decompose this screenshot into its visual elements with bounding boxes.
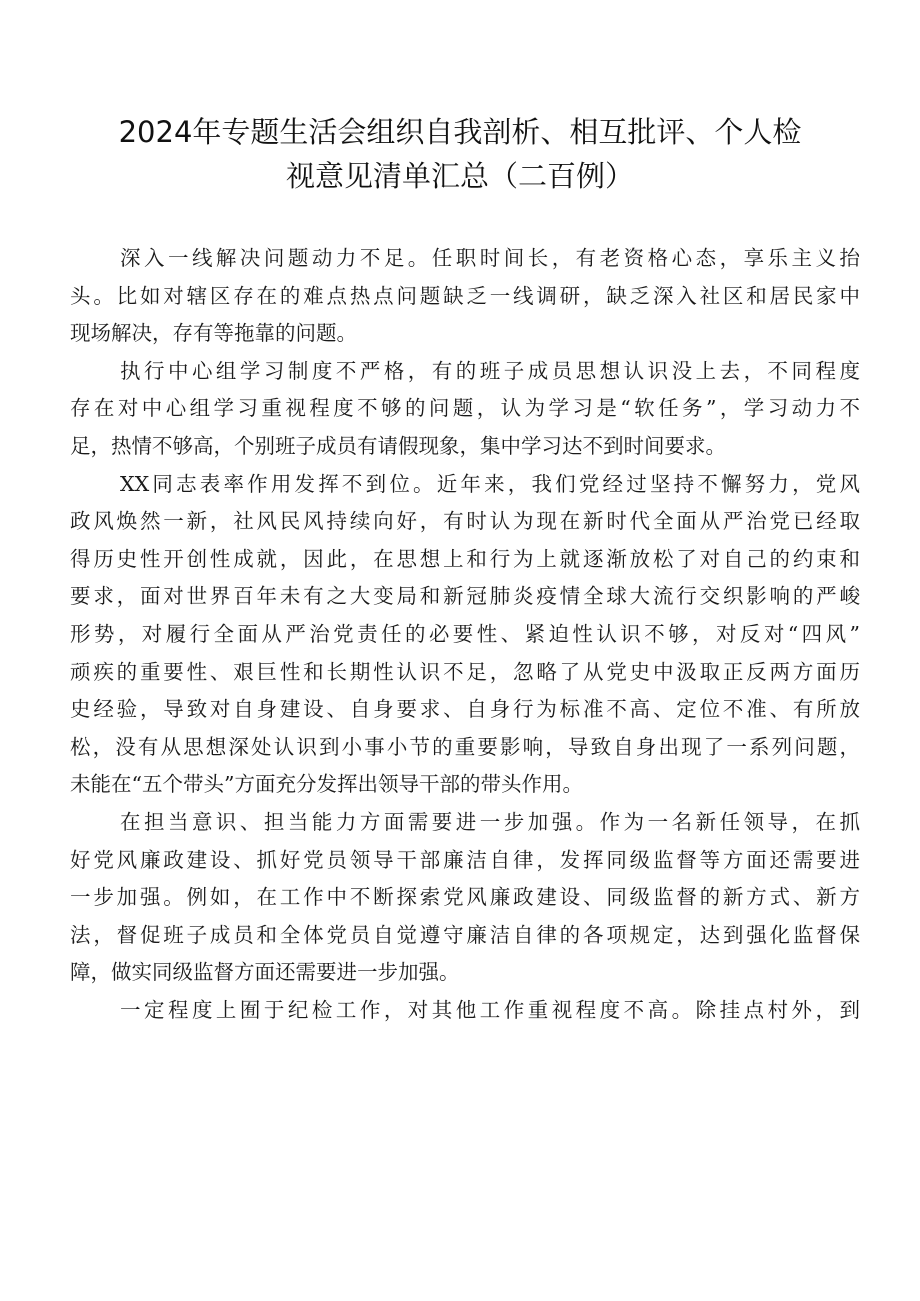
text-line: 深入一线解决问题动力不足。任职时间长，有老资格心态，享乐主义抬 bbox=[120, 246, 860, 270]
text-line: 执行中心组学习制度不严格，有的班子成员思想认识没上去，不同程度 bbox=[120, 358, 860, 383]
text-line: 政风焕然一新，社风民风持续向好，有时认为现在新时代全面从严治党已经取 bbox=[70, 509, 860, 534]
document-title bbox=[60, 110, 860, 198]
paragraph-3 bbox=[70, 466, 860, 804]
text-line: 法，督促班子成员和全体党员自觉遵守廉洁自律的各项规定，达到强化监督保 bbox=[70, 922, 860, 947]
text-line: 顽疾的重要性、艰巨性和长期性认识不足，忽略了从党史中汲取正反两方面历 bbox=[70, 659, 860, 684]
paragraph-1 bbox=[70, 240, 860, 353]
title-line-1: 2024年专题生活会组织自我剖析、相互批评、个人检 bbox=[118, 115, 802, 149]
text-line: 头。比如对辖区存在的难点热点问题缺乏一线调研，缺乏深入社区和居民家中 bbox=[70, 283, 860, 308]
text-line: 要求，面对世界百年未有之大变局和新冠肺炎疫情全球大流行交织影响的严峻 bbox=[70, 584, 860, 609]
text-line: 存在对中心组学习重视程度不够的问题，认为学习是“软任务”，学习动力不 bbox=[70, 396, 860, 421]
text-line: XX同志表率作用发挥不到位。近年来，我们党经过坚持不懈努力，党风 bbox=[120, 471, 860, 496]
text-line: 现场解决，存有等拖靠的问题。 bbox=[70, 321, 357, 346]
text-line: 形势，对履行全面从严治党责任的必要性、紧迫性认识不够，对反对“四风” bbox=[70, 621, 860, 646]
paragraph-2 bbox=[70, 353, 860, 466]
text-line: 松，没有从思想深处认识到小事小节的重要影响，导致自身出现了一系列问题， bbox=[70, 734, 860, 759]
text-line: 史经验，导致对自身建设、自身要求、自身行为标准不高、定位不准、有所放 bbox=[70, 697, 860, 722]
paragraph-4 bbox=[70, 804, 860, 992]
text-line: 得历史性开创性成就，因此，在思想上和行为上就逐渐放松了对自己的约束和 bbox=[70, 546, 860, 571]
text-line: 足，热情不够高，个别班子成员有请假现象，集中学习达不到时间要求。 bbox=[70, 433, 726, 458]
text-line: 障，做实同级监督方面还需要进一步加强。 bbox=[70, 960, 460, 985]
document-body bbox=[70, 240, 860, 1029]
text-line: 一步加强。例如，在工作中不断探索党风廉政建设、同级监督的新方式、新方 bbox=[70, 885, 860, 910]
text-line: 在担当意识、担当能力方面需要进一步加强。作为一名新任领导，在抓 bbox=[120, 809, 860, 834]
title-line-2: 视意见清单汇总（二百例） bbox=[285, 159, 634, 193]
paragraph-5 bbox=[70, 992, 860, 1030]
text-line: 未能在“五个带头”方面充分发挥出领导干部的带头作用。 bbox=[70, 772, 583, 797]
text-line: 一定程度上囿于纪检工作，对其他工作重视程度不高。除挂点村外，到 bbox=[120, 997, 860, 1022]
text-line: 好党风廉政建设、抓好党员领导干部廉洁自律，发挥同级监督等方面还需要进 bbox=[70, 847, 860, 872]
